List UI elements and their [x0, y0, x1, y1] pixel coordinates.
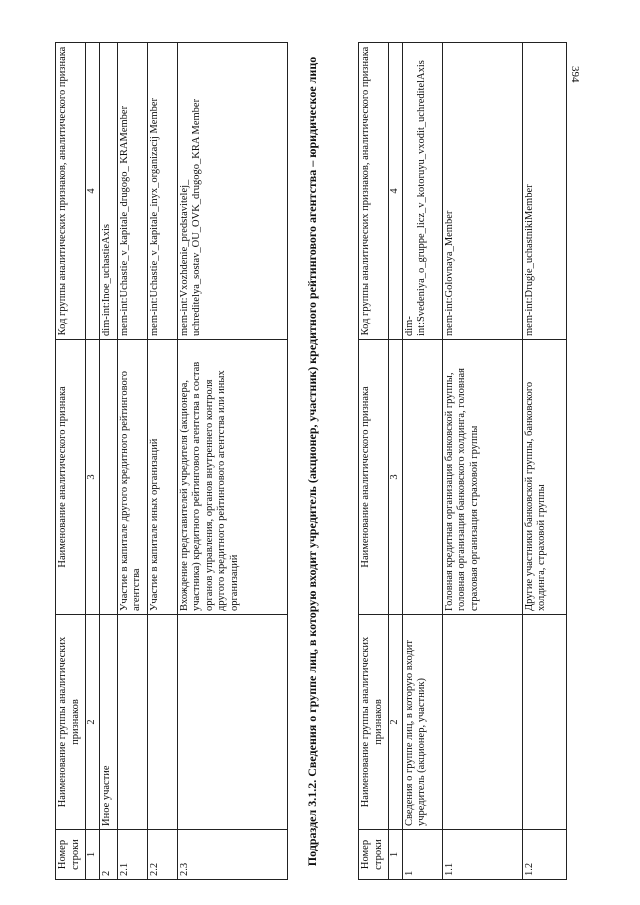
- group-name: [522, 615, 566, 830]
- column-number: 3: [86, 340, 100, 615]
- group-name: Сведения о группе лиц, в которую входит учредитель (акционер, участник): [402, 615, 442, 830]
- feature-name: [99, 340, 117, 615]
- feature-name: Головная кредитная организация банковской группы, головная организация банковского холдинга, головная страховая организация страховой группы: [442, 340, 522, 615]
- group-name: [442, 615, 522, 830]
- feature-code: dim-int:Inoe_uchastieAxis: [99, 43, 117, 340]
- feature-code: mem-int:Uchastie_v_kapitale_drugogo_ KRAMember: [117, 43, 147, 340]
- table-analytic-features-other-participation: [55, 42, 288, 880]
- row-number: 1.2: [522, 830, 566, 880]
- feature-code: mem-int:Golovnaya_Member: [442, 43, 522, 340]
- feature-code: mem-int:Vxozhdenie_predstavitelej_ uchreditelya_sostav_OU_OVK_drugogo_KRA Member: [177, 43, 287, 340]
- header-group-name: Наименование группы аналитических признаков: [359, 615, 389, 830]
- column-number: 4: [86, 43, 100, 340]
- row-number: 2.1: [117, 830, 147, 880]
- group-name: [117, 615, 147, 830]
- subsection-title: Подраздел 3.1.2. Сведения о группе лиц, в которую входит учредитель (акционер, участник) кредитного рейтингового агентства – юридическое лицо: [305, 56, 319, 867]
- table-row: [147, 43, 177, 880]
- group-name: [177, 615, 287, 830]
- column-number: 1: [389, 830, 403, 880]
- feature-code: dim-int:Svedeniya_o_gruppe_licz_v_kotoruyu_vxodit_uchreditelAxis: [402, 43, 442, 340]
- table-row: [117, 43, 147, 880]
- column-number: 2: [389, 615, 403, 830]
- header-feature-name: Наименование аналитического признака: [359, 340, 389, 615]
- group-name: Иное участие: [99, 615, 117, 830]
- column-number: 3: [389, 340, 403, 615]
- table-row: [177, 43, 287, 880]
- column-number: 1: [86, 830, 100, 880]
- feature-code: mem-int:Uchastie_v_kapitale_inyx_organizacij Member: [147, 43, 177, 340]
- page-number: 394: [569, 66, 581, 83]
- feature-name: [402, 340, 442, 615]
- table-row: [442, 43, 522, 880]
- table-group-of-persons: [358, 42, 567, 880]
- header-row-number: Номер строки: [56, 830, 86, 880]
- row-number: 1.1: [442, 830, 522, 880]
- header-code: Код группы аналитических признаков, аналитического признака: [56, 43, 86, 340]
- row-number: 2: [99, 830, 117, 880]
- rotated-document: [55, 40, 615, 880]
- header-row-number: Номер строки: [359, 830, 389, 880]
- feature-name: Другие участники банковской группы, банковского холдинга, страховой группы: [522, 340, 566, 615]
- feature-code: mem-int:Drugie_uchastnikiMember: [522, 43, 566, 340]
- row-number: 2.3: [177, 830, 287, 880]
- row-number: 2.2: [147, 830, 177, 880]
- table-row: [522, 43, 566, 880]
- header-code: Код группы аналитических признаков, аналитического признака: [359, 43, 389, 340]
- group-name: [147, 615, 177, 830]
- feature-name: Вхождение представителей учредителя (акционера, участника) кредитного рейтингового агентства в состав органов управления, органов внутреннего контроля другого кредитного рейтингового агентства или иных организаций: [177, 340, 287, 615]
- table-row: [99, 43, 117, 880]
- header-feature-name: Наименование аналитического признака: [56, 340, 86, 615]
- column-number: 2: [86, 615, 100, 830]
- feature-name: Участие в капитале другого кредитного рейтингового агентства: [117, 340, 147, 615]
- header-group-name: Наименование группы аналитических признаков: [56, 615, 86, 830]
- column-number: 4: [389, 43, 403, 340]
- table-row: [402, 43, 442, 880]
- feature-name: Участие в капитале иных организаций: [147, 340, 177, 615]
- row-number: 1: [402, 830, 442, 880]
